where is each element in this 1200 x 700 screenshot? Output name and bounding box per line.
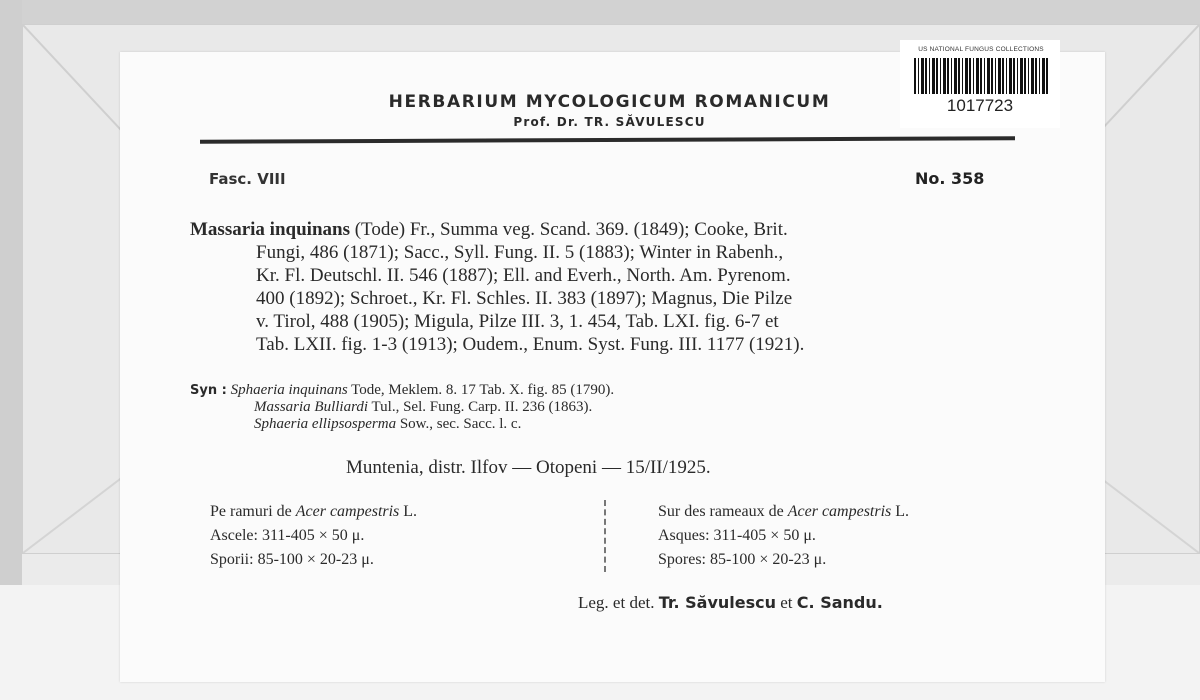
barcode-caption: US NATIONAL FUNGUS COLLECTIONS [918,46,1044,53]
synonym-reference: Sow., sec. Sacc. l. c. [396,416,522,432]
species-name: Massaria inquinans [190,219,350,240]
synonym-line [190,382,890,399]
citation-line: v. Tirol, 488 (1905); Migula, Pilze III. 3, 1. 454, Tab. LXI. fig. 6-7 et [256,311,779,332]
collector-line [578,593,883,613]
asci-measurement: Ascele: 311-405 × 50 μ. [210,527,365,544]
synonym-line [190,416,890,433]
citation-text: (Tode) Fr., Summa veg. Scand. 369. (1849); Cooke, Brit. [349,219,788,240]
citation-line: Kr. Fl. Deutschl. II. 546 (1887); Ell. and Everh., North. Am. Pyrenom. [256,265,791,286]
spore-measurement: Spores: 85-100 × 20-23 μ. [658,551,827,568]
spore-measurement: Sporii: 85-100 × 20-23 μ. [210,551,374,568]
locality: Muntenia, distr. Ilfov — Otopeni — 15/II/1925. [346,457,711,478]
french-description [658,500,909,572]
specimen-number: No. 358 [915,169,985,188]
barcode-icon [914,58,1048,94]
citation-line: 400 (1892); Schroet., Kr. Fl. Schles. II. 383 (1897); Magnus, Die Pilze [256,288,793,309]
column-divider [604,500,606,572]
synonym-name: Massaria Bulliardi [254,399,369,415]
citation-line: Tab. LXII. fig. 1-3 (1913); Oudem., Enum. Syst. Fung. III. 1177 (1921). [256,334,805,355]
fascicle-label: Fasc. VIII [209,170,286,188]
synonym-name: Sphaeria ellipsosperma [254,416,397,432]
host-prefix: Pe ramuri de [210,503,296,520]
collector-prefix: Leg. et det. [578,593,659,612]
barcode-label [900,40,1060,128]
synonym-reference: Tode, Meklem. 8. 17 Tab. X. fig. 85 (1790). [347,382,615,398]
synonyms-block [190,382,890,433]
romanian-description [210,500,417,572]
herbarium-subtitle: Prof. Dr. TR. SĂVULESCU [513,115,706,129]
citation-line [190,218,1035,241]
host-name: Acer campestris [295,503,400,520]
synonym-line [190,399,890,416]
host-line [210,500,417,524]
host-line [658,500,909,524]
host-suffix: L. [399,503,418,520]
synonym-name: Sphaeria inquinans [230,382,348,398]
host-prefix: Sur des rameaux de [658,503,788,520]
barcode-number: 1017723 [946,96,1014,115]
asci-measurement: Asques: 311-405 × 50 μ. [658,527,816,544]
collector-name: C. Sandu. [796,593,883,612]
synonym-reference: Tul., Sel. Fung. Carp. II. 236 (1863). [368,399,593,415]
citation-line: Fungi, 486 (1871); Sacc., Syll. Fung. II. 5 (1883); Winter in Rabenh., [256,242,784,263]
herbarium-title: HERBARIUM MYCOLOGICUM ROMANICUM [388,92,831,112]
collector-conjunction: et [776,593,797,612]
host-suffix: L. [891,503,910,520]
citation-block [190,218,1035,356]
collector-name: Tr. Săvulescu [658,593,777,612]
specimen-label [120,52,1105,682]
host-name: Acer campestris [787,503,892,520]
synonym-label: Syn : [190,383,227,398]
